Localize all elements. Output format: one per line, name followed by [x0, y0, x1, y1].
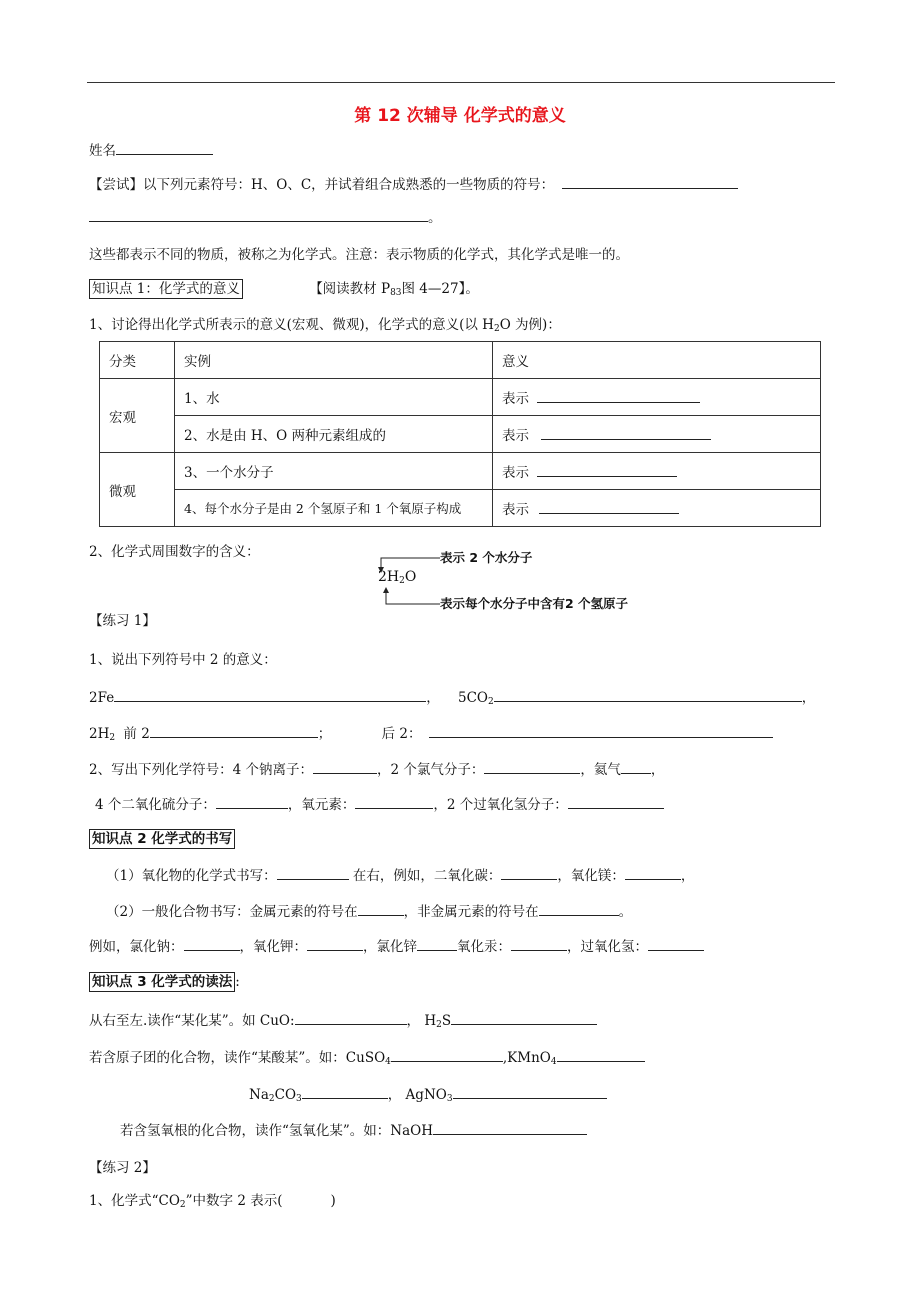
arrow-up-icon	[383, 587, 389, 593]
practice1-line-fe: 2Fe ， $5CO_2$ ，	[89, 686, 815, 707]
table-row	[100, 416, 821, 453]
practice2-q1: 1、化学式“$CO_2$”中数字 2 表示( )	[89, 1193, 336, 1210]
oxygen-element-blank[interactable]	[355, 794, 433, 809]
meaning-blank[interactable]	[541, 425, 711, 440]
kp1-reading: 【阅读教材 $P_{83}$图 4—27】。	[309, 281, 479, 298]
practice1-q1: 1、说出下列符号中 2 的意义：	[89, 652, 277, 668]
agno3-blank[interactable]	[453, 1084, 607, 1099]
h2o2-formula-blank[interactable]	[648, 936, 704, 951]
kp3-line-2: 若含原子团的化合物，读作“某酸某”。如：CuSO$_4$ ,KMnO$_4$	[89, 1046, 645, 1067]
meaning-cell: 表示	[493, 490, 821, 527]
q1-text: 1、讨论得出化学式所表示的意义(宏观、微观)，化学式的意义(以 $H_2O$ 为例)：	[89, 317, 561, 334]
name-label: 姓名	[89, 143, 116, 159]
example-cell: 2、水是由 H、O 两种元素组成的	[175, 416, 493, 453]
example-cell: 1、水	[175, 379, 493, 416]
metal-position-blank[interactable]	[358, 901, 404, 916]
h2o2-blank[interactable]	[568, 794, 664, 809]
kp3-line-1: 从右至左.读作“某化某”。如 CuO: ， $H_2S$	[89, 1009, 597, 1030]
page-title: 第 12 次辅导 化学式的意义	[354, 106, 566, 126]
meaning-blank[interactable]	[537, 462, 677, 477]
q2-text: 2、化学式周围数字的含义：	[89, 544, 260, 560]
kp2-line-3: 例如，氯化钠： ，氧化钾： ，氯化锌 氧化汞： ，过氧化氢：	[89, 935, 704, 955]
practice1-line-q2: 2、写出下列化学符号：4 个钠离子： ，2 个氯气分子： ，氦气 ，	[89, 758, 664, 778]
kp3-label: 知识点 3 化学式的读法	[89, 972, 235, 992]
na2co3-blank[interactable]	[302, 1084, 388, 1099]
header-example: 实例	[175, 342, 493, 379]
nonmetal-position-blank[interactable]	[539, 901, 619, 916]
kp2-line-1: （1）氧化物的化学式书写： 在右，例如，二氧化碳： ，氧化镁： ，	[106, 864, 694, 884]
sodium-ion-blank[interactable]	[313, 759, 377, 774]
fe-blank[interactable]	[114, 687, 426, 702]
try-line-2	[89, 206, 442, 226]
kmno4-blank[interactable]	[557, 1047, 645, 1062]
arrow-bottom-line	[386, 591, 440, 604]
nacl-blank[interactable]	[184, 936, 240, 951]
formula-diagram	[370, 545, 660, 615]
table-row	[100, 490, 821, 527]
table-row	[100, 453, 821, 490]
cuso4-blank[interactable]	[391, 1047, 503, 1062]
formula-2h2o: $2H_2O$	[378, 569, 417, 586]
label-coefficient: 表示 2 个水分子	[440, 550, 533, 565]
header-meaning: 意义	[493, 342, 821, 379]
category-micro: 微观	[100, 453, 175, 527]
practice1-line-h2: $2H_2$ 前 2 ； 后 2：	[89, 722, 773, 743]
kp2-line	[89, 827, 235, 847]
kp3-line: 知识点 3 化学式的读法 :	[89, 970, 240, 990]
label-subscript: 表示每个水分子中含有2 个氢原子	[440, 596, 629, 611]
naoh-blank[interactable]	[433, 1120, 587, 1135]
header-category: 分类	[100, 342, 175, 379]
intro-text: 这些都表示不同的物质，被称之为化学式。注意：表示物质的化学式，其化学式是唯一的。	[89, 247, 629, 263]
kp2-line-2: （2）一般化合物书写：金属元素的符号在 ，非金属元素的符号在 。	[106, 900, 632, 920]
practice1-heading: 【练习 1】	[89, 613, 156, 629]
kp3-line-3: $Na_2CO_3$ ， AgNO$_3$	[249, 1083, 607, 1104]
category-macro: 宏观	[100, 379, 175, 453]
try-text: 【尝试】以下列元素符号：H、O、C，并试着组合成熟悉的一些物质的符号：	[89, 177, 555, 193]
try-end: 。	[428, 210, 442, 226]
front2-blank[interactable]	[150, 723, 318, 738]
kp1-line	[89, 277, 479, 298]
name-blank[interactable]	[116, 140, 213, 155]
cuo-blank[interactable]	[295, 1010, 407, 1025]
helium-blank[interactable]	[621, 759, 651, 774]
co2-formula-blank[interactable]	[501, 865, 557, 880]
example-cell: 3、一个水分子	[175, 453, 493, 490]
try-line	[89, 173, 738, 193]
meaning-cell: 表示	[493, 453, 821, 490]
h2s-blank[interactable]	[451, 1010, 597, 1025]
try-blank-2[interactable]	[89, 207, 428, 222]
meaning-blank[interactable]	[539, 499, 679, 514]
so2-blank[interactable]	[216, 794, 288, 809]
meaning-cell: 表示	[493, 416, 821, 453]
table-row	[100, 379, 821, 416]
mgo-formula-blank[interactable]	[625, 865, 681, 880]
hgo-blank[interactable]	[511, 936, 567, 951]
zncl2-blank[interactable]	[417, 936, 457, 951]
kp1-label: 知识点 1：化学式的意义	[89, 279, 243, 299]
oxide-rule-blank[interactable]	[277, 865, 349, 880]
arrow-top-line	[381, 558, 440, 569]
table-header-row	[100, 342, 821, 379]
header-rule	[87, 82, 835, 83]
meaning-blank[interactable]	[537, 388, 700, 403]
name-line	[89, 139, 213, 159]
k2o-blank[interactable]	[307, 936, 363, 951]
co2-blank[interactable]	[494, 687, 802, 702]
example-cell: 4、每个水分子是由 2 个氢原子和 1 个氧原子构成	[175, 490, 493, 527]
kp3-line-4: 若含氢氧根的化合物，读作“氢氧化某”。如：NaOH	[120, 1119, 587, 1139]
back2-blank[interactable]	[429, 723, 773, 738]
practice2-heading: 【练习 2】	[89, 1160, 156, 1176]
try-blank-1[interactable]	[562, 174, 738, 189]
meaning-cell: 表示	[493, 379, 821, 416]
practice1-line-q2b: 4 个二氧化硫分子： ，氧元素： ，2 个过氧化氢分子：	[95, 793, 664, 813]
kp2-label: 知识点 2 化学式的书写	[89, 829, 235, 849]
chlorine-blank[interactable]	[484, 759, 580, 774]
meaning-table	[99, 341, 821, 527]
